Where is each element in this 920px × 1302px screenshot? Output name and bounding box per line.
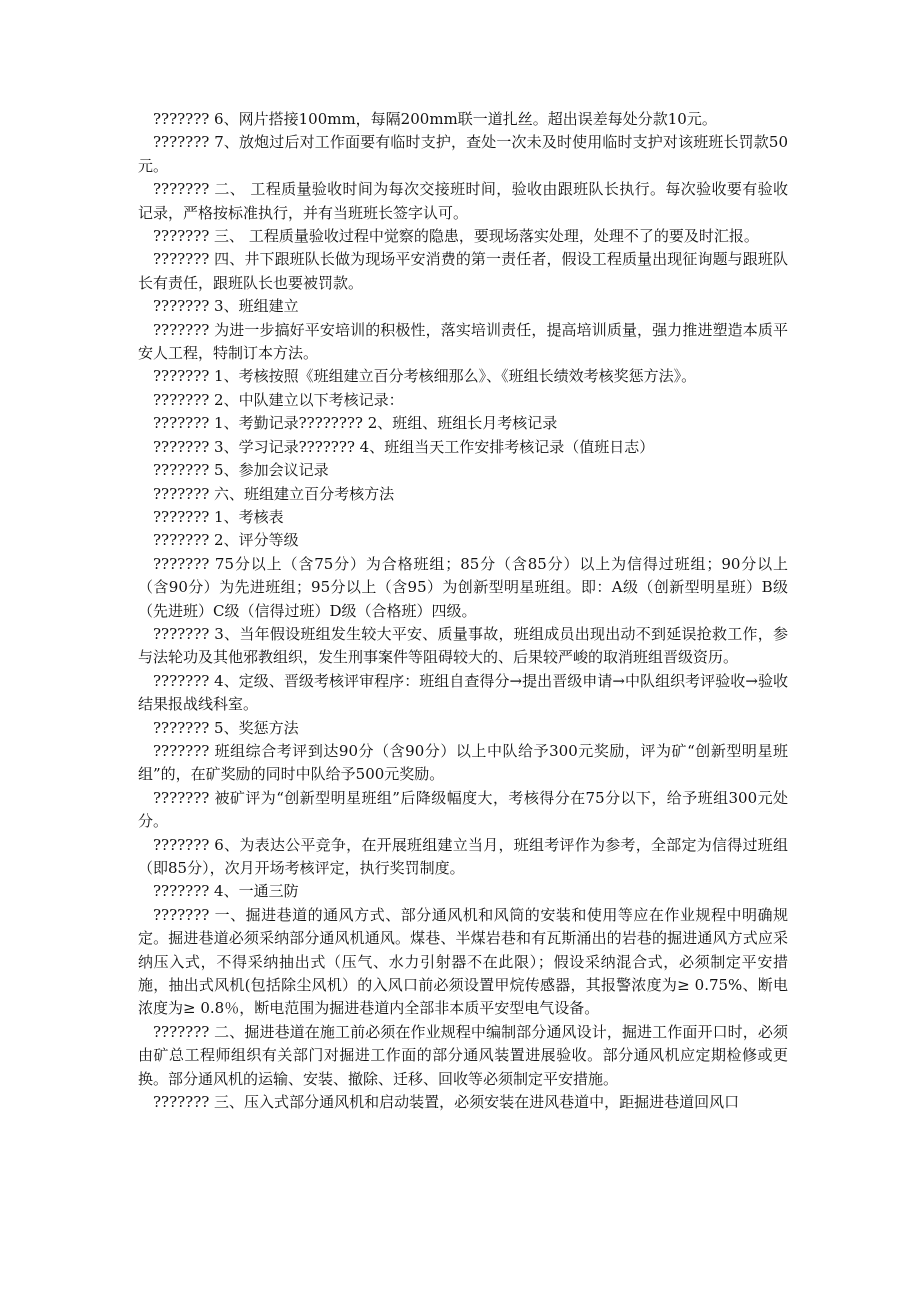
paragraph: ??????? 6、网片搭接100mm，每隔200mm联一道扎丝。超出误差每处分款10元。 (153, 110, 717, 128)
paragraph: ??????? 1、考勤记录???????? 2、班组、班组长月考核记录 (153, 414, 558, 433)
section-heading: ??????? 3、班组建立 (153, 297, 299, 316)
paragraph: ??????? 二、 工程质量验收时间为每次交接班时间，验收由跟班队长执行。每次验收要有验收记录，严格按标准执行，并有当班班长签字认可。 (138, 180, 788, 222)
paragraph: ??????? 75分以上（含75分）为合格班组；85分（含85分）以上为信得过班组；90分以上（含90分）为先进班组；95分以上（含95）为创新型明星班组。即：A级（创新型明星班）B级（先进班）C级（信得过班）D级（合格班）四级。 (138, 554, 788, 620)
section-heading: ??????? 六、班组建立百分考核方法 (153, 484, 395, 503)
paragraph: ??????? 1、考核表 (153, 507, 284, 526)
paragraph: ??????? 四、井下跟班队长做为现场平安消费的第一责任者，假设工程质量出现征询题与跟班队长有责任，跟班队长也要被罚款。 (138, 250, 788, 292)
paragraph: ??????? 3、当年假设班组发生较大平安、质量事故，班组成员出现出动不到延误抢救工作，参与法轮功及其他邪教组织，发生刑事案件等阻碍较大的、后果较严峻的取消班组晋级资历。 (138, 624, 788, 667)
section-heading: ??????? 4、一通三防 (153, 882, 299, 901)
paragraph: ??????? 三、压入式部分通风机和启动装置，必须安装在进风巷道中，距掘进巷道回风口 (153, 1093, 740, 1112)
paragraph: ??????? 2、中队建立以下考核记录： (153, 390, 404, 409)
paragraph: ??????? 2、评分等级 (153, 531, 299, 550)
paragraph: ??????? 5、参加会议记录 (153, 461, 329, 480)
paragraph: ??????? 7、放炮过后对工作面要有临时支护，查处一次未及时使用临时支护对该班班长罚款50元。 (138, 133, 788, 175)
document-body (138, 108, 788, 1114)
paragraph: ??????? 6、为表达公平竞争，在开展班组建立当月，班组考评作为参考，全部定为信得过班组（即85分），次月开场考核评定，执行奖罚制度。 (138, 835, 788, 877)
paragraph: ??????? 3、学习记录??????? 4、班组当天工作安排考核记录（值班日志） (153, 437, 655, 456)
paragraph: ??????? 5、奖惩方法 (153, 718, 299, 737)
paragraph: ??????? 一、掘进巷道的通风方式、部分通风机和风筒的安装和使用等应在作业规程中明确规定。掘进巷道必须采纳部分通风机通风。煤巷、半煤岩巷和有瓦斯涌出的岩巷的掘进通风方式应采纳压入式，不得采纳抽出式（压气、水力引射器不在此限）；假设采纳混合式，必须制定平安措施，抽出式风机(包括除尘风机）的入风口前必须设置甲烷传感器，其报警浓度为≥ 0.75%、断电浓度为≥ 0.8％，断电范围为掘进巷道内全部非本质平安型电气设备。 (138, 905, 788, 1018)
paragraph: ??????? 被矿评为“创新型明星班组”后降级幅度大，考核得分在75分以下，给予班组300元处分。 (138, 788, 788, 831)
paragraph: ??????? 1、考核按照《班组建立百分考核细那么》、《班组长绩效考核奖惩方法》。 (153, 367, 697, 386)
paragraph: ??????? 三、 工程质量验收过程中觉察的隐患，要现场落实处理，处理不了的要及时汇报。 (153, 227, 759, 246)
paragraph: ??????? 班组综合考评到达90分（含90分）以上中队给予300元奖励，评为矿“创新型明星班组”的，在矿奖励的同时中队给予500元奖励。 (138, 741, 788, 784)
paragraph: ??????? 二、掘进巷道在施工前必须在作业规程中编制部分通风设计，掘进工作面开口时，必须由矿总工程师组织有关部门对掘进工作面的部分通风装置进展验收。部分通风机应定期检修或更换。部分通风机的运输、安装、撤除、迁移、回收等必须制定平安措施。 (138, 1022, 788, 1088)
paragraph: ??????? 为进一步搞好平安培训的积极性，落实培训责任，提高培训质量，强力推进塑造本质平安人工程，特制订本方法。 (138, 320, 788, 363)
paragraph: ??????? 4、定级、晋级考核评审程序：班组自查得分→提出晋级申请→中队组织考评验收→验收结果报战线科室。 (138, 671, 788, 714)
